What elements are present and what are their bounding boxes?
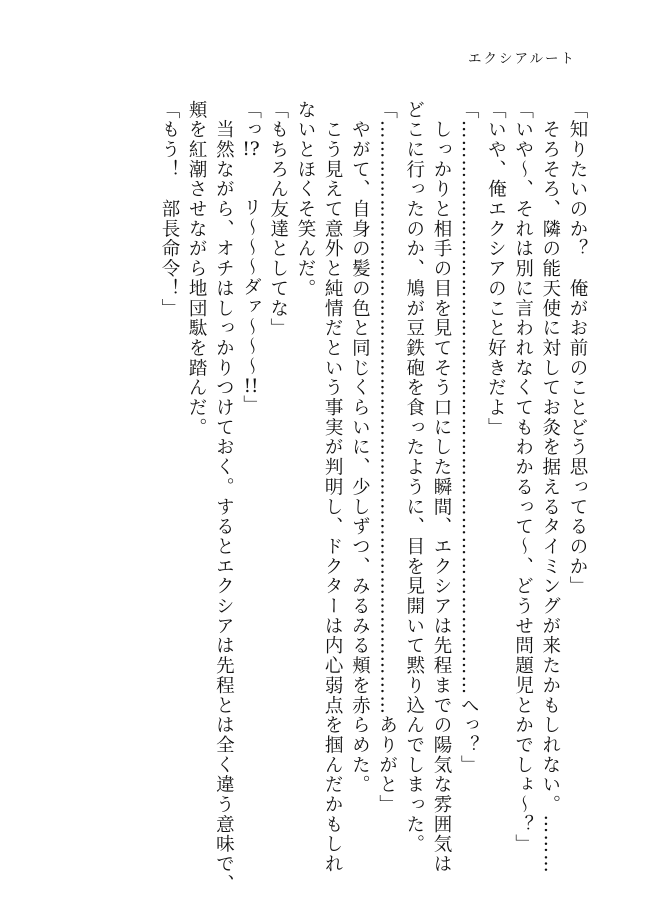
text-line: 「もう！ 部長命令！」 (158, 100, 180, 319)
text-line: 「もちろん友達としてな」 (267, 100, 289, 339)
text-line: しっかりと相手の目を見てそう口にした瞬間、エクシアは先程までの陽気な雰囲気は (430, 100, 452, 875)
text-line: 「……………………………………………………………………………へっ？」 (458, 100, 480, 775)
text-line: 「………………………………………………………………………………ありがと」 (376, 100, 398, 815)
text-line: 「っ!? リ〜〜〜ダァ〜〜〜!!」 (240, 100, 262, 415)
vertical-text-body (156, 100, 591, 894)
text-line: こう見えて意外と純情だという事実が判明し、ドクターは内心弱点を掴んだかもしれ (322, 100, 344, 875)
text-line: どこに行ったのか、鳩が豆鉄砲を食ったように、目を見開いて黙り込んでしまった。 (403, 100, 425, 855)
running-header: エクシアルート (468, 51, 576, 67)
text-line: やがて、自身の髪の色と同じくらいに、少しずつ、みるみる頬を赤らめた。 (349, 100, 371, 795)
text-line: 「知りたいのか？ 俺がお前のことどう思ってるのか」 (567, 100, 588, 597)
text-line: 「いや〜、それは別に言われなくてもわかるって〜、どうせ問題児とかでしょ〜？」 (512, 100, 534, 855)
text-line: 当然ながら、オチはしっかりつけておく。するとエクシアは先程とは全く違う意味で、 (213, 100, 235, 894)
text-line: 「いや、俺エクシアのこと好きだよ」 (485, 100, 507, 438)
text-line: そろそろ、隣の能天使に対してお灸を据えるタイミングが来たかもしれない。……… (539, 100, 561, 875)
text-line: 頬を紅潮させながら地団駄を踏んだ。 (186, 100, 208, 438)
text-line: ないとほくそ笑んだ。 (294, 100, 316, 299)
